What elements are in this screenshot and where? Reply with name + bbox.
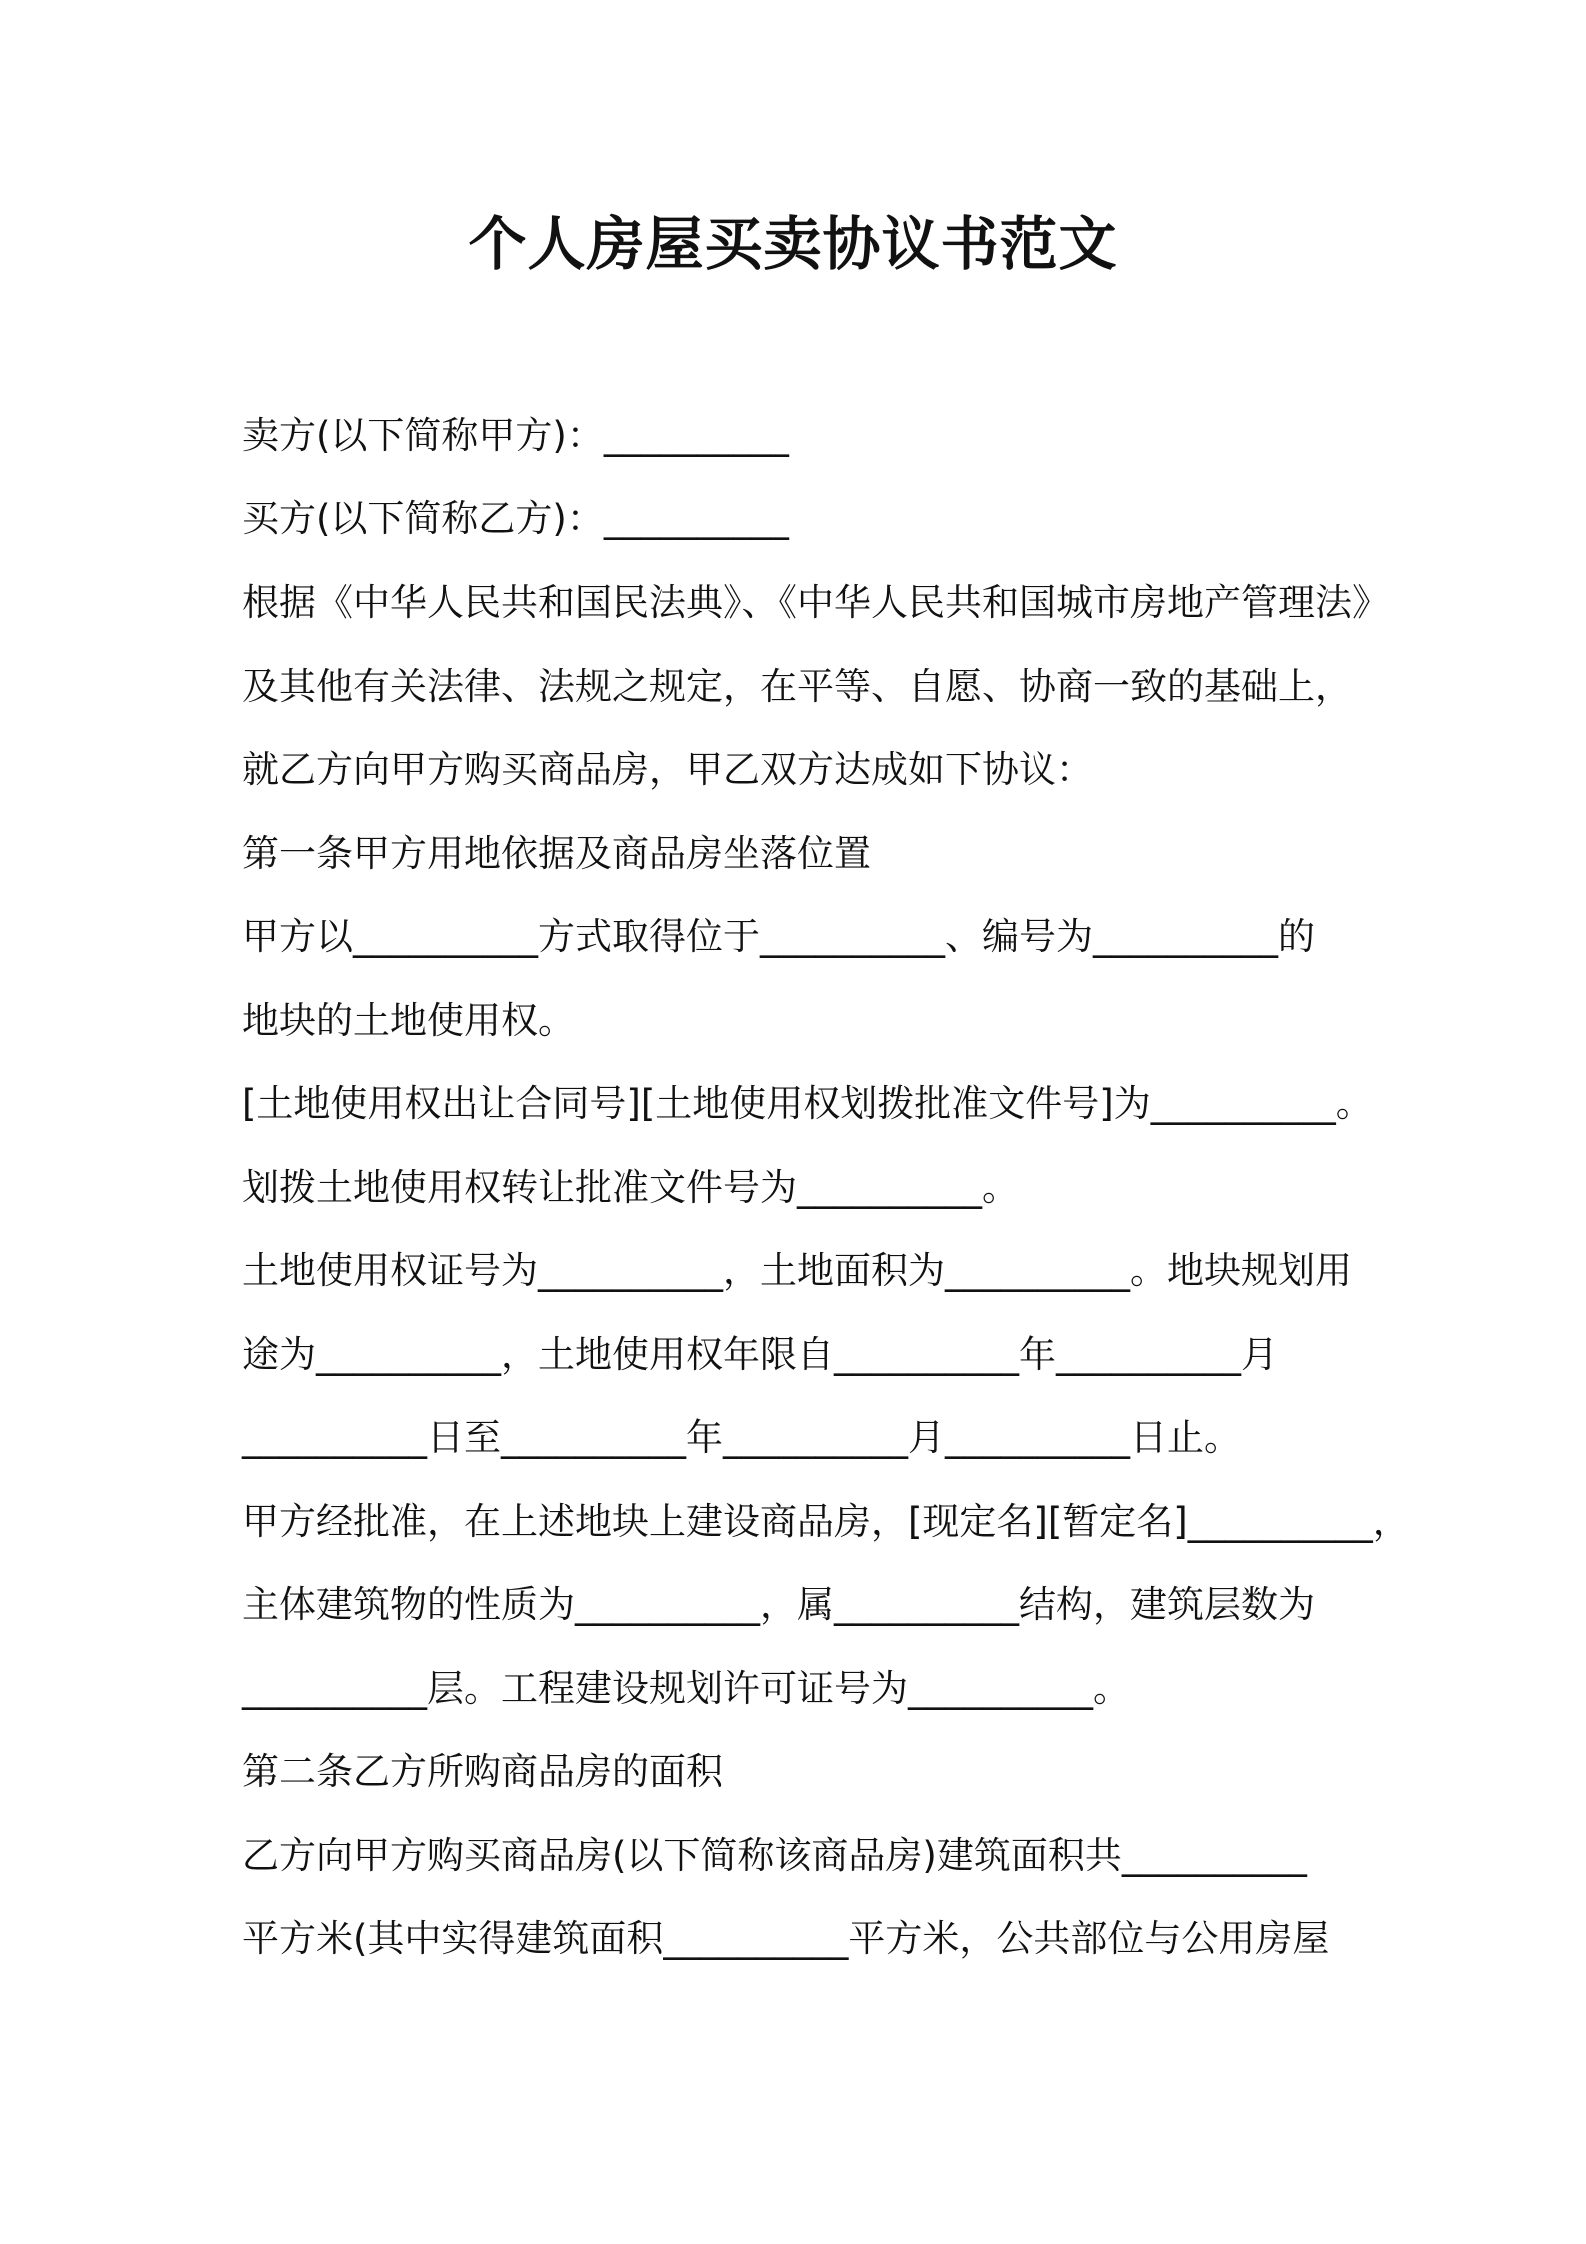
article-1-line-1: 甲方以__________方式取得位于__________、编号为__________的 xyxy=(242,915,1315,958)
article-1-line-2: 地块的土地使用权。 xyxy=(242,999,575,1042)
document-title: 个人房屋买卖协议书范文 xyxy=(468,210,1118,278)
article-1-line-7: __________日至__________年__________月__________日止。 xyxy=(242,1416,1241,1459)
buyer-line: 买方(以下简称乙方)：__________ xyxy=(242,497,789,540)
article-2-line-2: 平方米(其中实得建筑面积__________平方米，公共部位与公用房屋 xyxy=(242,1917,1330,1960)
article-1-line-3: [土地使用权出让合同号][土地使用权划拨批准文件号]为__________。 xyxy=(242,1082,1373,1125)
seller-line: 卖方(以下简称甲方)：__________ xyxy=(242,414,789,457)
article-1-line-10: __________层。工程建设规划许可证号为__________。 xyxy=(242,1667,1130,1710)
article-1-line-5: 土地使用权证号为__________，土地面积为__________。地块规划用 xyxy=(242,1249,1352,1292)
basis-line-3: 就乙方向甲方购买商品房，甲乙双方达成如下协议： xyxy=(242,748,1093,791)
basis-line-2: 及其他有关法律、法规之规定，在平等、自愿、协商一致的基础上， xyxy=(242,665,1352,708)
basis-line-1: 根据《中华人民共和国民法典》、《中华人民共和国城市房地产管理法》 xyxy=(242,581,1389,624)
article-1-line-4: 划拨土地使用权转让批准文件号为__________。 xyxy=(242,1166,1019,1209)
article-1-line-9: 主体建筑物的性质为__________，属__________结构，建筑层数为 xyxy=(242,1583,1315,1626)
article-2-heading: 第二条乙方所购商品房的面积 xyxy=(242,1750,723,1793)
article-1-line-8: 甲方经批准，在上述地块上建设商品房，[现定名][暂定名]__________， xyxy=(242,1500,1410,1543)
article-1-line-6: 途为__________，土地使用权年限自__________年__________月 xyxy=(242,1333,1278,1376)
article-1-heading: 第一条甲方用地依据及商品房坐落位置 xyxy=(242,832,871,875)
article-2-line-1: 乙方向甲方购买商品房(以下简称该商品房)建筑面积共__________ xyxy=(242,1834,1307,1877)
